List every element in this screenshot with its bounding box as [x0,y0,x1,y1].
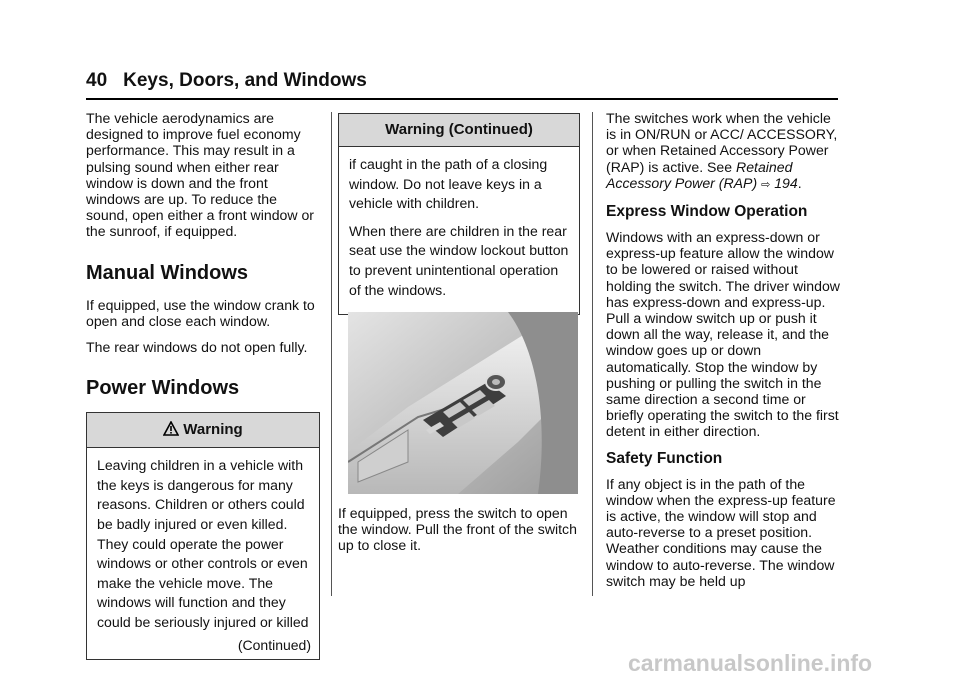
power-windows-heading: Power Windows [86,377,240,400]
watermark: carmanualsonline.info [628,650,873,676]
intro-paragraph: The vehicle aerodynamics are designed to improve fuel economy performance. This may result in a pulsing sound when either rear window is down and the front windows are up. To reduce the sound, open either a front window or the sunroof, if equipped. [86,110,314,240]
warning-continued-header: Warning (Continued) [339,114,579,147]
rear-windows-note: The rear windows do not open fully. [86,339,308,356]
rap-page-number[interactable]: 194 [774,174,798,191]
rap-reference-link[interactable]: Retained Accessory Power (RAP) [606,158,793,191]
manual-windows-heading: Manual Windows [86,261,249,284]
page-header [86,70,367,92]
manual-windows-text: If equipped, use the window crank to open and close each window. [86,296,315,329]
door-switch-illustration [348,312,578,494]
warning-triangle-icon [163,421,179,436]
express-window-text: Windows with an express-down or express-up feature allow the window to be lowered or raised without holding the switch. The driver window has express-down and express-up. Pull a window switch up or push it down all the way, release it, and the window goes up or down automatically. Stop the window by pushing or pulling the switch in the same direction a second time or briefly operating the switch to the first detent in either direction. [606,229,840,440]
switch-conditions-text: The switches work when the vehicle is in ON/RUN or ACC/ ACCESSORY, or when Retained Accessory Power (RAP) is active. See Retained Accessory Power (RAP) ⇨ 194. [606,110,838,191]
warning-continued-text: if caught in the path of a closing window. Do not leave keys in a vehicle with children. [349,156,548,212]
continued-label: (Continued) [237,636,311,653]
warning-box [86,412,320,659]
section-title: Keys, Doors, and Windows [123,70,367,91]
warning-continued-body [339,147,579,314]
warning-body [87,448,319,658]
column-divider [592,112,593,596]
switch-conditions-body: The switches work when the vehicle is in ON/RUN or ACC/ ACCESSORY, or when Retained Accessory Power (RAP) is active. See [606,110,838,175]
switch-caption: If equipped, press the switch to open the window. Pull the front of the switch up to close it. [338,505,577,554]
warning-continued-box [338,113,580,315]
warning-text: Leaving children in a vehicle with the keys is dangerous for many reasons. Children or others could be badly injured or even killed. They could operate the power windows or other controls or even make the vehicle move. The windows will function and they could be seriously injured or killed [97,457,309,630]
safety-function-heading: Safety Function [606,449,723,467]
warning-header [87,413,319,448]
safety-function-text: If any object is in the path of the window when the express-up feature is active, the window will stop and auto-reverse to a preset position. Weather conditions may cause the window to auto-reverse. The window switch may be held up [606,475,836,589]
lockout-advice: When there are children in the rear seat use the window lockout button to prevent unintentional operation of the windows. [349,222,569,298]
column-2 [338,113,580,554]
warning-title: Warning [183,421,243,439]
column-divider [331,112,332,596]
column-3 [606,110,842,599]
header-rule [86,98,838,100]
page-number: 40 [86,70,108,91]
page-ref-arrow-icon: ⇨ [761,178,771,191]
express-window-heading: Express Window Operation [606,203,808,221]
column-1 [86,110,320,660]
